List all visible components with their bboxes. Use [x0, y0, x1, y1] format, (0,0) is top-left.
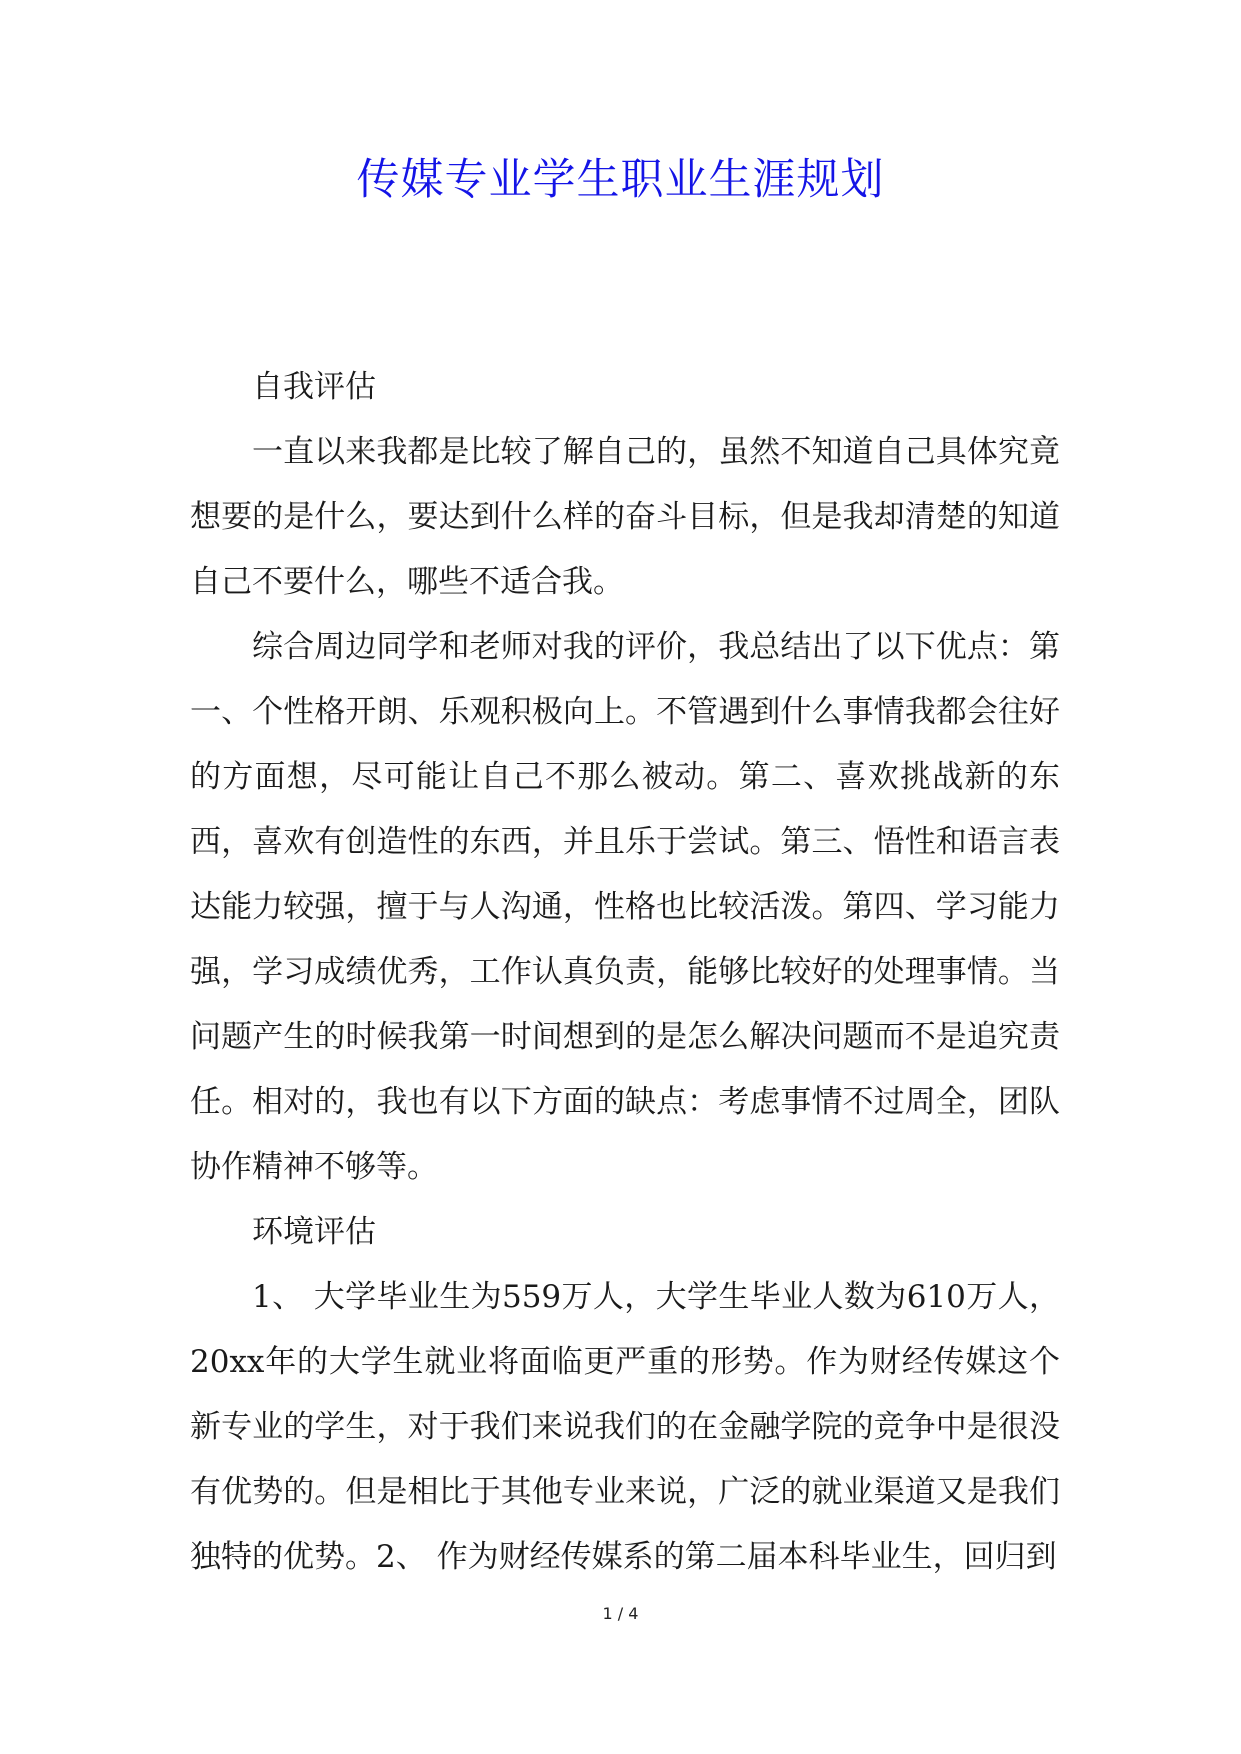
section-heading-self-assessment: 自我评估	[252, 369, 376, 405]
document-title: 传媒专业学生职业生涯规划	[356, 155, 885, 205]
document-body	[190, 355, 1060, 1590]
paragraph: 1、 大学毕业生为559万人，大学生毕业人数为610万人，20xx年的大学生就业将面临更严重的形势。作为财经传媒这个新专业的学生，对于我们来说我们的在金融学院的竞争中是很没有优势的。但是相比于其他专业来说，广泛的就业渠道又是我们独特的优势。2、 作为财经传媒系的第二届本科毕业生，回归到	[190, 1279, 1060, 1575]
paragraph: 综合周边同学和老师对我的评价，我总结出了以下优点：第一、个性格开朗、乐观积极向上。不管遇到什么事情我都会往好的方面想，尽可能让自己不那么被动。第二、喜欢挑战新的东西，喜欢有创造性的东西，并且乐于尝试。第三、悟性和语言表达能力较强，擅于与人沟通，性格也比较活泼。第四、学习能力强，学习成绩优秀，工作认真负责，能够比较好的处理事情。当问题产生的时候我第一时间想到的是怎么解决问题而不是追究责任。相对的，我也有以下方面的缺点：考虑事情不过周全，团队协作精神不够等。	[190, 629, 1060, 1185]
paragraph: 一直以来我都是比较了解自己的，虽然不知道自己具体究竟想要的是什么，要达到什么样的奋斗目标，但是我却清楚的知道自己不要什么，哪些不适合我。	[190, 434, 1060, 600]
section-heading-environment-assessment: 环境评估	[252, 1214, 376, 1250]
page-number: 1 / 4	[602, 1604, 639, 1623]
